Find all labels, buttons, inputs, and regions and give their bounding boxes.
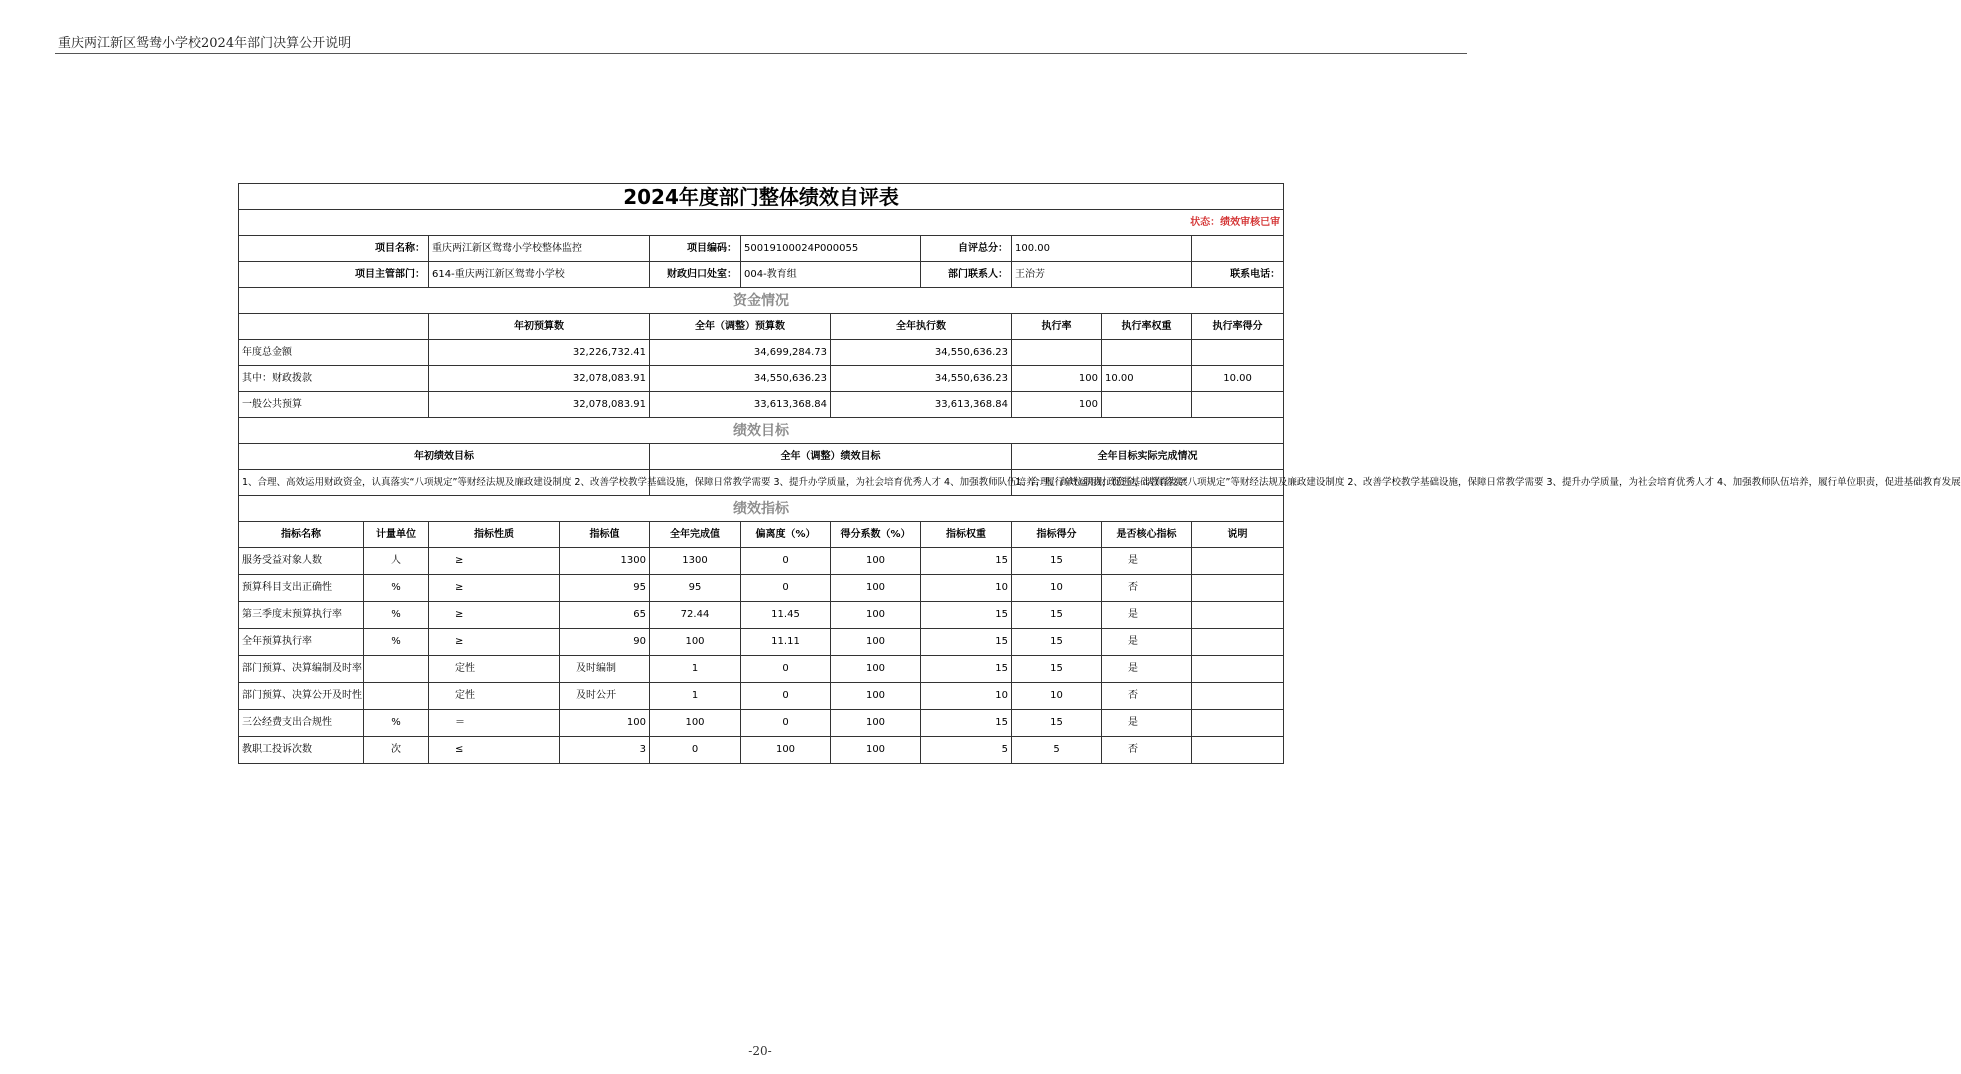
performance-evaluation-table — [238, 183, 1961, 764]
ind-name: 服务受益对象人数 — [239, 548, 364, 575]
ind-header-note: 说明 — [1192, 522, 1284, 548]
ind-done: 100 — [650, 629, 741, 656]
ind-coefficient: 100 — [831, 548, 921, 575]
ind-header-unit: 计量单位 — [364, 522, 429, 548]
empty-cell — [1192, 236, 1284, 262]
ind-coefficient: 100 — [831, 737, 921, 764]
ind-score: 10 — [1012, 683, 1102, 710]
ind-name: 部门预算、决算编制及时率 — [239, 656, 364, 683]
funds-row-score: 10.00 — [1192, 366, 1284, 392]
ind-core: 是 — [1102, 548, 1192, 575]
ind-nature: ＝ — [429, 710, 560, 737]
ind-header-deviation: 偏离度（%） — [741, 522, 831, 548]
funds-row-adjusted: 33,613,368.84 — [650, 392, 831, 418]
ind-done: 100 — [650, 710, 741, 737]
ind-done: 1 — [650, 656, 741, 683]
funds-row-initial: 32,078,083.91 — [429, 366, 650, 392]
finance-value: 004-教育组 — [741, 262, 921, 288]
ind-weight: 10 — [921, 575, 1012, 602]
ind-header-done: 全年完成值 — [650, 522, 741, 548]
funds-row — [239, 340, 1284, 366]
ind-value: 65 — [560, 602, 650, 629]
ind-value: 100 — [560, 710, 650, 737]
indicator-row — [239, 575, 1284, 602]
goals-content-row — [239, 470, 1284, 496]
ind-coefficient: 100 — [831, 656, 921, 683]
contact-label: 部门联系人： — [921, 262, 1012, 288]
score-value: 100.00 — [1012, 236, 1192, 262]
ind-name: 全年预算执行率 — [239, 629, 364, 656]
ind-value: 1300 — [560, 548, 650, 575]
funds-row-executed: 34,550,636.23 — [831, 340, 1012, 366]
ind-core: 是 — [1102, 656, 1192, 683]
indicator-row — [239, 683, 1284, 710]
ind-weight: 15 — [921, 656, 1012, 683]
funds-section-title: 资金情况 — [239, 288, 1284, 314]
indicator-row — [239, 737, 1284, 764]
ind-unit: % — [364, 629, 429, 656]
ind-deviation: 0 — [741, 710, 831, 737]
indicator-row — [239, 629, 1284, 656]
project-code-value: 50019100024P000055 — [741, 236, 921, 262]
ind-score: 5 — [1012, 737, 1102, 764]
ind-weight: 15 — [921, 602, 1012, 629]
indicator-row — [239, 602, 1284, 629]
goals-header-adjusted: 全年（调整）绩效目标 — [650, 444, 1012, 470]
phone-label: 联系电话： — [1192, 262, 1284, 288]
ind-done: 72.44 — [650, 602, 741, 629]
ind-core: 否 — [1102, 737, 1192, 764]
ind-note — [1192, 683, 1284, 710]
status-badge: 状态：绩效审核已审 — [239, 210, 1284, 236]
header-divider — [55, 53, 1467, 54]
ind-nature: 定性 — [429, 683, 560, 710]
contact-value: 王治芳 — [1012, 262, 1192, 288]
goals-actual-text: 1、合理、高效运用财政资金，认真落实“八项规定”等财经法规及廉政建设制度 2、改善学校教学基础设施，保障日常教学需要 3、提升办学质量，为社会培育优秀人才 4、加强教师队伍培养，履行单位职责，促进基础教育发展 — [1012, 470, 1284, 496]
ind-core: 是 — [1102, 602, 1192, 629]
ind-value: 95 — [560, 575, 650, 602]
ind-coefficient: 100 — [831, 710, 921, 737]
ind-nature: ≥ — [429, 629, 560, 656]
ind-header-value: 指标值 — [560, 522, 650, 548]
funds-row-name: 年度总金额 — [239, 340, 429, 366]
ind-name: 第三季度末预算执行率 — [239, 602, 364, 629]
indicator-row — [239, 656, 1284, 683]
ind-name: 部门预算、决算公开及时性 — [239, 683, 364, 710]
funds-header-weight: 执行率权重 — [1102, 314, 1192, 340]
page-number: -20- — [748, 1044, 772, 1058]
ind-score: 15 — [1012, 629, 1102, 656]
funds-row-executed: 34,550,636.23 — [831, 366, 1012, 392]
ind-value: 及时编制 — [560, 656, 650, 683]
ind-weight: 10 — [921, 683, 1012, 710]
ind-deviation: 0 — [741, 548, 831, 575]
funds-header-initial: 年初预算数 — [429, 314, 650, 340]
funds-header-executed: 全年执行数 — [831, 314, 1012, 340]
ind-unit: 人 — [364, 548, 429, 575]
goals-header-row — [239, 444, 1284, 470]
ind-score: 15 — [1012, 602, 1102, 629]
ind-nature: ≥ — [429, 602, 560, 629]
ind-deviation: 11.11 — [741, 629, 831, 656]
funds-row — [239, 366, 1284, 392]
funds-row-executed: 33,613,368.84 — [831, 392, 1012, 418]
finance-label: 财政归口处室： — [650, 262, 741, 288]
ind-header-score: 指标得分 — [1012, 522, 1102, 548]
indicator-row — [239, 548, 1284, 575]
ind-done: 0 — [650, 737, 741, 764]
funds-header-adjusted: 全年（调整）预算数 — [650, 314, 831, 340]
ind-name: 三公经费支出合规性 — [239, 710, 364, 737]
ind-score: 15 — [1012, 710, 1102, 737]
dept-value: 614-重庆两江新区鸳鸯小学校 — [429, 262, 650, 288]
ind-note — [1192, 602, 1284, 629]
funds-row-adjusted: 34,550,636.23 — [650, 366, 831, 392]
ind-core: 否 — [1102, 575, 1192, 602]
indicators-header-row — [239, 522, 1284, 548]
ind-weight: 15 — [921, 629, 1012, 656]
ind-done: 1 — [650, 683, 741, 710]
ind-value: 及时公开 — [560, 683, 650, 710]
ind-unit: % — [364, 575, 429, 602]
ind-unit: % — [364, 710, 429, 737]
ind-core: 否 — [1102, 683, 1192, 710]
funds-row-rate: 100 — [1012, 366, 1102, 392]
ind-header-core: 是否核心指标 — [1102, 522, 1192, 548]
indicators-section-title: 绩效指标 — [239, 496, 1284, 522]
funds-row-score — [1192, 340, 1284, 366]
ind-note — [1192, 737, 1284, 764]
funds-row-adjusted: 34,699,284.73 — [650, 340, 831, 366]
project-code-label: 项目编码： — [650, 236, 741, 262]
ind-score: 15 — [1012, 548, 1102, 575]
info-row-1 — [239, 236, 1284, 262]
ind-note — [1192, 548, 1284, 575]
ind-score: 10 — [1012, 575, 1102, 602]
project-name-value: 重庆两江新区鸳鸯小学校整体监控 — [429, 236, 650, 262]
ind-note — [1192, 629, 1284, 656]
ind-coefficient: 100 — [831, 575, 921, 602]
funds-row-score — [1192, 392, 1284, 418]
ind-coefficient: 100 — [831, 683, 921, 710]
ind-nature: 定性 — [429, 656, 560, 683]
ind-note — [1192, 656, 1284, 683]
ind-weight: 15 — [921, 548, 1012, 575]
ind-value: 90 — [560, 629, 650, 656]
goals-header-initial: 年初绩效目标 — [239, 444, 650, 470]
funds-row-name: 一般公共预算 — [239, 392, 429, 418]
goals-section-title: 绩效目标 — [239, 418, 1284, 444]
ind-done: 1300 — [650, 548, 741, 575]
funds-row-weight — [1102, 392, 1192, 418]
ind-nature: ≥ — [429, 575, 560, 602]
ind-coefficient: 100 — [831, 629, 921, 656]
info-row-2 — [239, 262, 1284, 288]
funds-header-score: 执行率得分 — [1192, 314, 1284, 340]
ind-header-weight: 指标权重 — [921, 522, 1012, 548]
ind-deviation: 100 — [741, 737, 831, 764]
ind-coefficient: 100 — [831, 602, 921, 629]
ind-header-nature: 指标性质 — [429, 522, 560, 548]
funds-row-name: 其中：财政拨款 — [239, 366, 429, 392]
ind-unit: 次 — [364, 737, 429, 764]
funds-row-rate — [1012, 340, 1102, 366]
ind-deviation: 11.45 — [741, 602, 831, 629]
goals-header-actual: 全年目标实际完成情况 — [1012, 444, 1284, 470]
funds-row-initial: 32,226,732.41 — [429, 340, 650, 366]
funds-row-weight: 10.00 — [1102, 366, 1192, 392]
ind-header-coefficient: 得分系数（%） — [831, 522, 921, 548]
score-label: 自评总分： — [921, 236, 1012, 262]
ind-value: 3 — [560, 737, 650, 764]
goals-initial-text: 1、合理、高效运用财政资金，认真落实“八项规定”等财经法规及廉政建设制度 2、改善学校教学基础设施，保障日常教学需要 3、提升办学质量，为社会培育优秀人才 4、加强教师队伍培养，履行单位职责，促进基础教育发展 — [239, 470, 650, 496]
ind-nature: ≤ — [429, 737, 560, 764]
ind-note — [1192, 575, 1284, 602]
ind-weight: 15 — [921, 710, 1012, 737]
ind-name: 教职工投诉次数 — [239, 737, 364, 764]
ind-unit — [364, 656, 429, 683]
page-header: 重庆两江新区鸳鸯小学校2024年部门决算公开说明 — [58, 36, 352, 51]
funds-header-row — [239, 314, 1284, 340]
form-title: 2024年度部门整体绩效自评表 — [239, 184, 1284, 210]
funds-row-rate: 100 — [1012, 392, 1102, 418]
ind-unit — [364, 683, 429, 710]
ind-core: 是 — [1102, 629, 1192, 656]
funds-header-blank — [239, 314, 429, 340]
project-name-label: 项目名称： — [239, 236, 429, 262]
funds-row-initial: 32,078,083.91 — [429, 392, 650, 418]
ind-deviation: 0 — [741, 683, 831, 710]
ind-name: 预算科目支出正确性 — [239, 575, 364, 602]
funds-row — [239, 392, 1284, 418]
ind-header-name: 指标名称 — [239, 522, 364, 548]
funds-row-weight — [1102, 340, 1192, 366]
funds-header-rate: 执行率 — [1012, 314, 1102, 340]
ind-unit: % — [364, 602, 429, 629]
ind-done: 95 — [650, 575, 741, 602]
ind-deviation: 0 — [741, 575, 831, 602]
ind-score: 15 — [1012, 656, 1102, 683]
dept-label: 项目主管部门： — [239, 262, 429, 288]
ind-weight: 5 — [921, 737, 1012, 764]
ind-core: 是 — [1102, 710, 1192, 737]
ind-nature: ≥ — [429, 548, 560, 575]
ind-deviation: 0 — [741, 656, 831, 683]
ind-note — [1192, 710, 1284, 737]
indicator-row — [239, 710, 1284, 737]
